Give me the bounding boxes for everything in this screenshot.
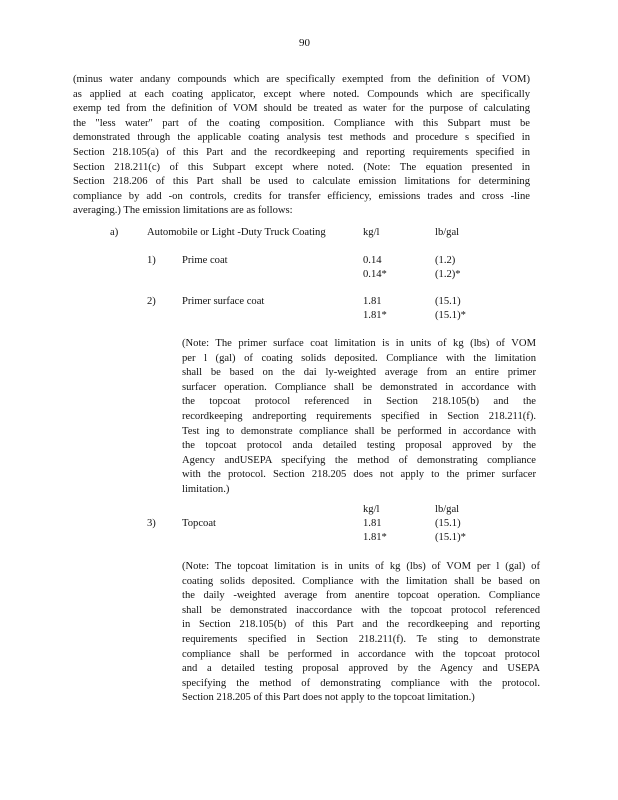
- note-line: coating solids deposited. Compliance with the limitation shall be based on: [182, 575, 540, 587]
- note-line: the topcoat protocol referenced in Section 218.105(b) and the: [182, 396, 536, 408]
- note-line: Section 218.205 of this Part does not apply to the topcoat limitation.): [182, 692, 475, 704]
- paragraph-line: exemp ted from the definition of VOM should be treated as water for the purpose of calculating: [73, 103, 530, 115]
- column-header-kg: kg/l: [363, 504, 380, 515]
- topcoat-note: [182, 560, 540, 706]
- note-line: (Note: The topcoat limitation is in units of kg (lbs) of VOM per l (gal) of: [182, 561, 540, 572]
- note-line: requirements specified in Section 218.211(f). Te sting to demonstrate: [182, 633, 540, 645]
- note-line: and a detailed testing proposal approved by the Agency and USEPA: [182, 663, 540, 675]
- paragraph-line: as applied at each coating applicator, except where noted. Compounds which are specifically: [73, 88, 530, 100]
- lb-value: (15.1): [435, 518, 461, 529]
- paragraph-line: compliance by add -on controls, credits for transfer efficiency, emissions trades and cross -line: [73, 190, 530, 202]
- note-line: Agency andUSEPA specifying the method of demonstrating compliance: [182, 454, 536, 466]
- paragraph-line: demonstrated through the applicable coating analysis test methods and procedure s specified in: [73, 132, 530, 144]
- note-line: per l (gal) of coating solids deposited. Compliance with the limitation: [182, 352, 536, 364]
- kg-value: 1.81: [363, 296, 382, 307]
- paragraph-line: Section 218.211(c) of this Subpart except where noted. (Note: The equation presented in: [73, 161, 530, 173]
- item-number: 1): [147, 255, 156, 266]
- lb-value: (15.1)*: [435, 310, 466, 321]
- note-line: limitation.): [182, 483, 230, 495]
- paragraph-line: Section 218.105(a) of this Part and the recordkeeping and reporting requirements specified in: [73, 146, 530, 158]
- item-name: Prime coat: [182, 255, 228, 266]
- lb-value: (15.1)*: [435, 532, 466, 543]
- paragraph-line: Section 218.206 of this Part shall be used to calculate emission limitations for determining: [73, 176, 530, 188]
- note-line: shall be demonstrated inaccordance with the topcoat protocol referenced: [182, 604, 540, 616]
- paragraph-line: the "less water" part of the coating composition. Compliance with this Subpart must be: [73, 117, 530, 129]
- item-number: 2): [147, 296, 156, 307]
- lb-value: (15.1): [435, 296, 461, 307]
- section-title: Automobile or Light -Duty Truck Coating: [147, 227, 326, 238]
- lb-value: (1.2): [435, 255, 456, 266]
- note-line: recordkeeping andreporting requirements specified in Section 218.211(f).: [182, 410, 536, 422]
- note-line: with the protocol. Section 218.205 does not apply to the primer surfacer: [182, 469, 536, 481]
- item-name: Primer surface coat: [182, 296, 265, 307]
- kg-value: 1.81: [363, 518, 382, 529]
- note-line: shall be based on the dai ly-weighted average from an entire primer: [182, 367, 536, 379]
- note-line: compliance shall be performed in accordance with the topcoat protocol: [182, 648, 540, 660]
- lb-value: (1.2)*: [435, 269, 461, 280]
- intro-paragraph: [73, 73, 530, 219]
- kg-value: 0.14: [363, 255, 382, 266]
- note-line: surfacer operation. Compliance shall be demonstrated in accordance with: [182, 381, 536, 393]
- note-line: specifying the method of demonstrating compliance with the protocol.: [182, 677, 540, 689]
- note-line: (Note: The primer surface coat limitation is in units of kg (lbs) of VOM: [182, 338, 536, 349]
- paragraph-line: averaging.) The emission limitations are as follows:: [73, 205, 293, 217]
- note-line: Test ing to demonstrate compliance shall be performed in accordance with: [182, 425, 536, 437]
- column-header-lb: lb/gal: [435, 227, 460, 238]
- paragraph-line: (minus water andany compounds which are specifically exempted from the definition of VOM): [73, 74, 530, 85]
- note-line: in Section 218.105(b) of this Part and the recordkeeping and reporting: [182, 619, 540, 631]
- kg-value: 0.14*: [363, 269, 387, 280]
- item-number: 3): [147, 518, 156, 529]
- note-line: the topcoat protocol anda detailed testing proposal approved by the: [182, 440, 536, 452]
- page-number: 90: [299, 37, 310, 49]
- kg-value: 1.81*: [363, 310, 387, 321]
- note-line: the daily -weighted average from anentire topcoat operation. Compliance: [182, 590, 540, 602]
- item-name: Topcoat: [182, 518, 216, 529]
- primer-surface-note: [182, 337, 536, 498]
- column-header-lb: lb/gal: [435, 504, 460, 515]
- column-header-kg: kg/l: [363, 227, 380, 238]
- section-label: a): [110, 227, 119, 238]
- kg-value: 1.81*: [363, 532, 387, 543]
